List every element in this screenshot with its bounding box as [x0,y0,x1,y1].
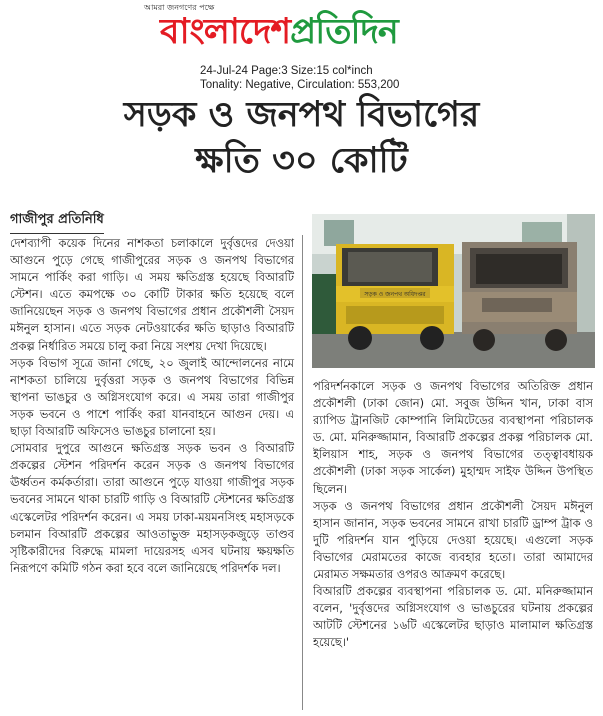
body-paragraph: বিআরটি প্রকল্পের ব্যবস্থাপনা পরিচালক ড. মো. মনিরুজ্জামান বলেন, 'দুর্বৃত্তদের অগ্নিসংযোগ ও ভাঙচুরের ঘটনায় প্রকল্পের আটটি স্টেশনের ১৬টি এস্কেলেটর ছাড়াও মালামাল ক্ষতিগ্রস্ত হয়েছে।' [313,584,593,650]
burnt-trucks-photo-icon [312,214,595,368]
article-headline [0,92,603,184]
article-photo [312,214,595,368]
body-paragraph: সড়ক ও জনপথ বিভাগের প্রধান প্রকৌশলী সৈয়দ মঈনুল হাসান জানান, সড়ক ভবনের সামনে রাখা চারটি ড্রাম্প ট্রাক ও দুটি পরিদর্শন যান পুড়িয়ে দেওয়া হয়েছে। এগুলো সড়ক বিভাগের মেরামতের কাজে ব্যবহার হতো। তারা আমাদের মেরামত সক্ষমতার ওপরও আক্রমণ করেছে। [313,498,593,582]
newspaper-logo [160,10,398,54]
body-paragraph: পরিদর্শনকালে সড়ক ও জনপথ বিভাগের অতিরিক্ত প্রধান প্রকৌশলী (ঢাকা জোন) মো. সবুজ উদ্দিন খান, ঢাকা বাস র‌্যাপিড ট্রানজিট কোম্পানি লিমিটেডের ব্যবস্থাপনা পরিচালক ড. মো. মনিরুজ্জামান, বিআরটি প্রকল্পের প্রকল্প পরিচালক মো. ইলিয়াস শাহ, সড়ক ও জনপথ বিভাগের তত্ত্বাবধায়ক প্রকৌশলী (ঢাকা সড়ক সার্কেল) মুহাম্মদ সাইফ উদ্দিন উপস্থিত ছিলেন। [313,379,593,496]
article-column-left [10,235,303,710]
clipping-meta [200,64,399,92]
clipping-meta-line2: Tonality: Negative, Circulation: 553,200 [200,79,400,91]
body-paragraph: দেশব্যাপী কয়েক দিনের নাশকতা চলাকালে দুর্বৃত্তদের দেওয়া আগুনে পুড়ে গেছে গাজীপুরের সড়ক ও জনপথ বিভাগের সামনে পার্কিং করা গাড়ি। এ সময় ক্ষতিগ্রস্ত হয়েছে বিআরটি স্টেশন। এতে কমপক্ষে ৩০ কোটি টাকার ক্ষতি হয়েছে বলে জানিয়েছেন সড়ক ও জনপথ বিভাগের প্রধান প্রকৌশলী সৈয়দ মঈনুল হাসান। এতে সড়ক নেটওয়ার্কের ক্ষতি ছাড়াও বিআরটি প্রকল্প নির্ধারিত সময়ে চালু করা নিয়ে সংশয় দেখা দিয়েছে। [10,236,294,353]
headline-line2: ক্ষতি ৩০ কোটি [195,141,408,181]
article-byline: গাজীপুর প্রতিনিধি [10,210,104,234]
article-column-right [313,378,593,713]
body-paragraph: সড়ক বিভাগ সূত্রে জানা গেছে, ২০ জুলাই আন্দোলনের নামে নাশকতা চালিয়ে দুর্বৃত্তরা সড়ক ও জনপথ বিভাগের বিভিন্ন স্থাপনা ভাঙচুর ও অগ্নিসংযোগ করে। এ সময় তারা গাজীপুর সড়ক ভবনে ও পাশে পার্কিং করা যানবাহনে আগুন দেয়। এ ছাড়া বিআরটি অফিসেও ভাঙচুর চালানো হয়। [10,355,294,439]
truck-label-text: সড়ক ও জনপথ অধিদপ্তর [364,291,426,298]
newspaper-masthead [0,0,603,62]
masthead-tagline: আমরা জনগণের পক্ষে [144,3,215,12]
headline-line1: সড়ক ও জনপথ বিভাগের [123,95,480,135]
clipping-meta-line1: 24-Jul-24 Page:3 Size:15 col*inch [200,65,373,77]
body-paragraph: সোমবার দুপুরে আগুনে ক্ষতিগ্রস্ত সড়ক ভবন ও বিআরটি প্রকল্পের স্টেশন পরিদর্শন করেন সড়ক ও জনপথ বিভাগের ঊর্ধ্বতন কর্মকর্তারা। তারা আগুনে পুড়ে যাওয়া গাজীপুর সড়ক ভবনের সামনে থাকা চারটি গাড়ি ও বিআরটি স্টেশনের ক্ষতিগ্রস্ত এস্কেলেটর পরিদর্শন করেন। এ সময় ঢাকা-ময়মনসিংহ মহাসড়কে চলমান বিআরটি প্রকল্পের আওতাভুক্ত মহাসড়কজুড়ে তাণ্ডব সৃষ্টিকারীদের বিরুদ্ধে মামলা দায়েরসহ এসব ঘটনায় ক্ষয়ক্ষতি নিরূপণে কমিটি গঠন করা হবে বলে জানিয়েছে পরিদর্শক দল। [10,441,294,575]
logo-text-part1: বাংলাদেশ [160,12,291,52]
logo-text-part2: প্রতিদিন [290,12,398,52]
